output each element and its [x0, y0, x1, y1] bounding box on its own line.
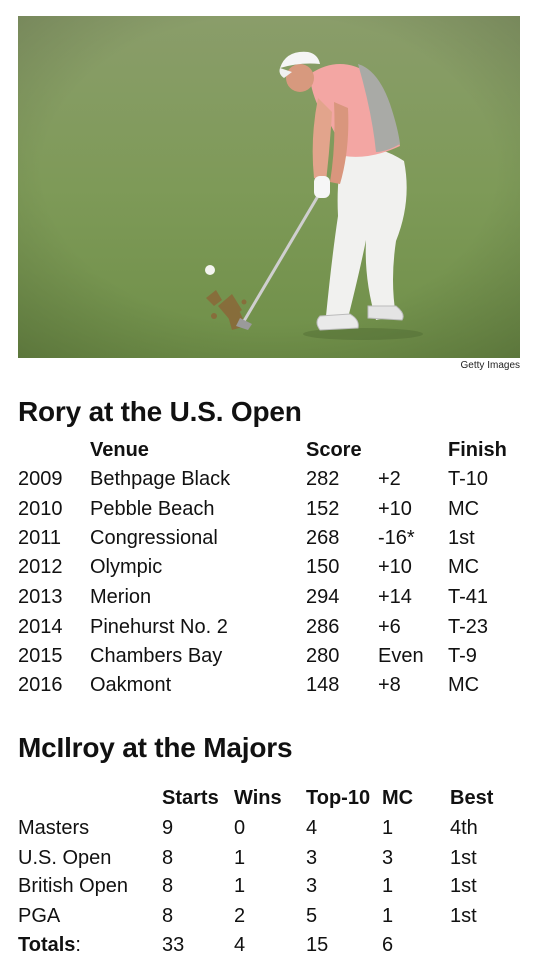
- venue-cell: Oakmont: [90, 674, 172, 696]
- table-row: [18, 465, 538, 493]
- score-cell: 152: [306, 498, 340, 520]
- finish-header: Finish: [448, 439, 507, 461]
- golfer-photo: [18, 16, 520, 358]
- starts-cell: 8: [162, 847, 174, 869]
- finish-cell: 1st: [448, 527, 475, 549]
- totals-label-text: Totals: [18, 934, 76, 956]
- to-par-cell: -16*: [378, 527, 415, 549]
- majors-title: McIlroy at the Majors: [18, 732, 293, 763]
- best-cell: 1st: [450, 905, 477, 927]
- score-cell: 268: [306, 527, 340, 549]
- to-par-cell: Even: [378, 645, 424, 667]
- year-cell: 2010: [18, 498, 63, 520]
- finish-cell: MC: [448, 498, 480, 520]
- year-cell: 2012: [18, 556, 63, 578]
- to-par-cell: +2: [378, 468, 401, 490]
- top10-cell: 4: [306, 817, 318, 839]
- venue-cell: Chambers Bay: [90, 645, 223, 667]
- table-row: [18, 524, 538, 552]
- event-cell: PGA: [18, 905, 61, 927]
- us-open-header-row: [18, 436, 538, 464]
- mc-cell: 1: [382, 905, 394, 927]
- best-cell: 1st: [450, 847, 477, 869]
- score-cell: 148: [306, 674, 340, 696]
- wins-cell: 0: [234, 817, 246, 839]
- finish-cell: T-41: [448, 586, 489, 608]
- totals-starts: 33: [162, 934, 185, 956]
- finish-cell: T-9: [448, 645, 477, 667]
- top10-header: Top-10: [306, 787, 371, 809]
- to-par-cell: +14: [378, 586, 412, 608]
- table-row: [18, 671, 538, 699]
- year-cell: 2016: [18, 674, 63, 696]
- finish-cell: MC: [448, 674, 480, 696]
- wins-cell: 2: [234, 905, 246, 927]
- totals-row: [18, 931, 538, 959]
- to-par-cell: +8: [378, 674, 401, 696]
- starts-cell: 9: [162, 817, 174, 839]
- venue-cell: Congressional: [90, 527, 218, 549]
- wins-header: Wins: [234, 787, 282, 809]
- finish-cell: T-10: [448, 468, 489, 490]
- majors-header-row: [18, 784, 538, 812]
- totals-mc: 6: [382, 934, 394, 956]
- best-cell: 4th: [450, 817, 478, 839]
- top10-cell: 3: [306, 875, 318, 897]
- venue-cell: Pinehurst No. 2: [90, 616, 228, 638]
- venue-cell: Pebble Beach: [90, 498, 215, 520]
- mc-cell: 1: [382, 875, 394, 897]
- table-row: [18, 844, 538, 872]
- starts-header: Starts: [162, 787, 219, 809]
- top10-cell: 5: [306, 905, 318, 927]
- score-cell: 286: [306, 616, 340, 638]
- table-row: [18, 553, 538, 581]
- table-row: [18, 495, 538, 523]
- mc-header: MC: [382, 787, 414, 809]
- to-par-cell: +10: [378, 498, 412, 520]
- year-cell: 2009: [18, 468, 63, 490]
- photo-credit: Getty Images: [460, 360, 520, 371]
- event-cell: Masters: [18, 817, 90, 839]
- top10-cell: 3: [306, 847, 318, 869]
- finish-cell: T-23: [448, 616, 489, 638]
- totals-wins: 4: [234, 934, 246, 956]
- year-cell: 2013: [18, 586, 63, 608]
- to-par-cell: +6: [378, 616, 401, 638]
- wins-cell: 1: [234, 847, 246, 869]
- score-cell: 280: [306, 645, 340, 667]
- score-cell: 150: [306, 556, 340, 578]
- table-row: [18, 613, 538, 641]
- score-cell: 294: [306, 586, 340, 608]
- totals-colon: :: [75, 934, 81, 956]
- totals-label: [18, 931, 81, 959]
- mc-cell: 1: [382, 817, 394, 839]
- table-row: [18, 872, 538, 900]
- us-open-title: Rory at the U.S. Open: [18, 396, 302, 427]
- starts-cell: 8: [162, 905, 174, 927]
- golfer-illustration: [18, 16, 520, 358]
- starts-cell: 8: [162, 875, 174, 897]
- score-cell: 282: [306, 468, 340, 490]
- venue-cell: Olympic: [90, 556, 163, 578]
- table-row: [18, 642, 538, 670]
- year-cell: 2011: [18, 527, 62, 549]
- to-par-cell: +10: [378, 556, 412, 578]
- venue-header: Venue: [90, 439, 149, 461]
- year-cell: 2015: [18, 645, 63, 667]
- wins-cell: 1: [234, 875, 246, 897]
- table-row: [18, 814, 538, 842]
- score-header: Score: [306, 439, 362, 461]
- venue-cell: Merion: [90, 586, 152, 608]
- event-cell: British Open: [18, 875, 129, 897]
- event-cell: U.S. Open: [18, 847, 112, 869]
- table-row: [18, 583, 538, 611]
- best-cell: 1st: [450, 875, 477, 897]
- finish-cell: MC: [448, 556, 480, 578]
- totals-top10: 15: [306, 934, 329, 956]
- best-header: Best: [450, 787, 494, 809]
- venue-cell: Bethpage Black: [90, 468, 231, 490]
- year-cell: 2014: [18, 616, 63, 638]
- table-row: [18, 902, 538, 930]
- mc-cell: 3: [382, 847, 394, 869]
